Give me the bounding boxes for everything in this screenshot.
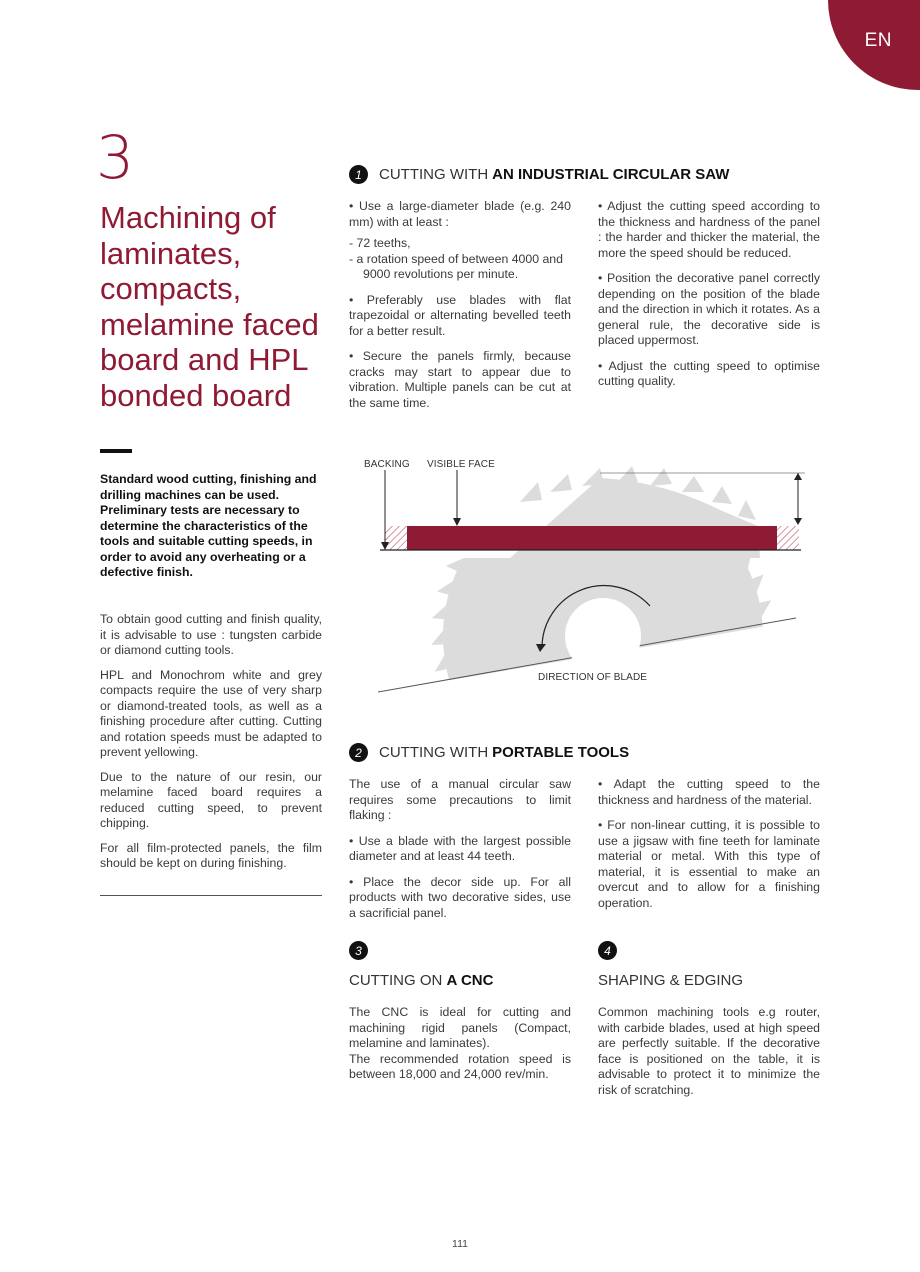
section1-column-right [598,199,820,400]
chapter-number: 3 [96,123,135,193]
s1-c1-sub1: - 72 teeths, [349,236,411,250]
saw-tooth [567,468,583,480]
section4-number-badge: 4 [598,941,617,960]
left-column-body [100,612,322,881]
left-paragraph: HPL and Monochrom white and grey compacts require the use of very sharp or diamond-treated tools, as well as a finishing procedure after cutting. Cutting and rotation speeds must be adapted to prevent yellowing. [100,667,322,759]
section2-number-badge: 2 [349,743,368,762]
s1-c1-p3: • Secure the panels firmly, because cracks may start to appear due to vibration. Multiple panels can be cut at the same time. [349,349,571,410]
left-column-rule [100,895,322,896]
saw-tooth [442,680,453,698]
section2-title-prefix: CUTTING WITH [379,744,489,761]
section2-column-right [598,777,820,921]
section1-heading [349,165,729,184]
divider-dash [100,449,132,453]
saw-tooth [431,630,443,645]
s4-p1: Common machining tools e.g router, with carbide blades, used at high speed are perfectly suitable. If the decorative face is positioned on the table, it is advisable to protect it to minimize the risk of scratching. [598,1005,820,1097]
left-paragraph: To obtain good cutting and finish quality, it is advisable to use : tungsten carbide or diamond cutting tools. [100,612,322,657]
s1-c1-p1: • Use a large-diameter blade (e.g. 240 mm) with at least : [349,199,571,229]
section3-body [349,1005,571,1093]
saw-tooth [753,677,769,690]
section1-number-badge: 1 [349,165,368,184]
section3-title-prefix: CUTTING ON [349,972,443,989]
section3-heading [349,972,493,989]
backing-right [777,526,799,550]
left-paragraph: Due to the nature of our resin, our melamine faced board requires a reduced cutting speed, to prevent chipping. [100,769,322,830]
s1-c1-sub2: - a rotation speed of between 4000 and 9000 revolutions per minute. [349,251,563,281]
label-visible-face: VISIBLE FACE [427,459,495,470]
section3-number-badge: 3 [349,941,368,960]
section1-title-bold: AN INDUSTRIAL CIRCULAR SAW [492,166,730,183]
s3-p2: The recommended rotation speed is between 18,000 and 24,000 rev/min. [349,1051,571,1081]
s2-c1-p1: The use of a manual circular saw requires some precautions to limit flaking : [349,777,571,822]
s2-c2-p1: • Adapt the cutting speed to the thickness and hardness of the material. [598,777,820,807]
s2-c1-p2: • Use a blade with the largest possible diameter and at least 44 teeth. [349,833,571,863]
language-tab[interactable] [828,0,920,90]
language-label: EN [864,30,892,51]
saw-tooth [541,475,559,486]
page-number: 111 [452,1238,468,1250]
section2-heading [349,743,629,762]
section3-title-bold: A CNC [446,972,494,989]
backing-left [385,526,407,550]
section2-title-bold: PORTABLE TOOLS [492,744,630,761]
s1-c2-p3: • Adjust the cutting speed to optimise cutting quality. [598,358,820,388]
section4-heading: SHAPING & EDGING [598,972,744,989]
s3-p1: The CNC is ideal for cutting and machining rigid panels (Compact, melamine and laminates). [349,1005,571,1050]
saw-tooth [495,502,514,511]
label-backing: BACKING [364,459,410,470]
saw-tooth [743,701,760,702]
saw-tooth [432,605,446,619]
saw-tooth [760,653,774,667]
section2-column-left [349,777,571,931]
circular-saw-diagram [360,452,820,702]
chapter-title: Machining of laminates, compacts, melamine faced board and HPL bonded board [100,200,319,413]
blade-hub [565,598,641,674]
s2-c2-p2: • For non-linear cutting, it is possible to use a jigsaw with fine teeth for laminate material or metal. With this type of material, it is essential to make an overcut and to allow for a finishing operation. [598,818,820,910]
section4-body [598,1005,820,1108]
left-paragraph: For all film-protected panels, the film should be kept on during finishing. [100,840,322,870]
s1-c2-p2: • Position the decorative panel correctly depending on the position of the blade and the direction in which it rotates. As a general rule, the decorative side is placed uppermost. [598,271,820,347]
s2-c1-p3: • Place the decor side up. For all products with two decorative sides, use a sacrificial panel. [349,874,571,920]
s1-c2-p1: • Adjust the cutting speed according to the thickness and hardness of the panel : the harder and thicker the material, the more the speed should be reduced. [598,199,820,260]
section1-title-prefix: CUTTING WITH [379,166,489,183]
panel-visible-face [407,526,777,550]
intro-bold-text: Standard wood cutting, finishing and drilling machines can be used. Preliminary tests are necessary to determine the characteristics of the tools and suitable cutting speeds, in order to avoid any overheating or a defective finish. [100,472,317,579]
section1-column-left [349,199,571,421]
saw-tooth [763,627,775,642]
label-direction: DIRECTION OF BLADE [538,672,648,683]
s1-c1-p2: • Preferably use blades with flat trapezoidal or alternating bevelled teeth for a better result. [349,292,571,338]
